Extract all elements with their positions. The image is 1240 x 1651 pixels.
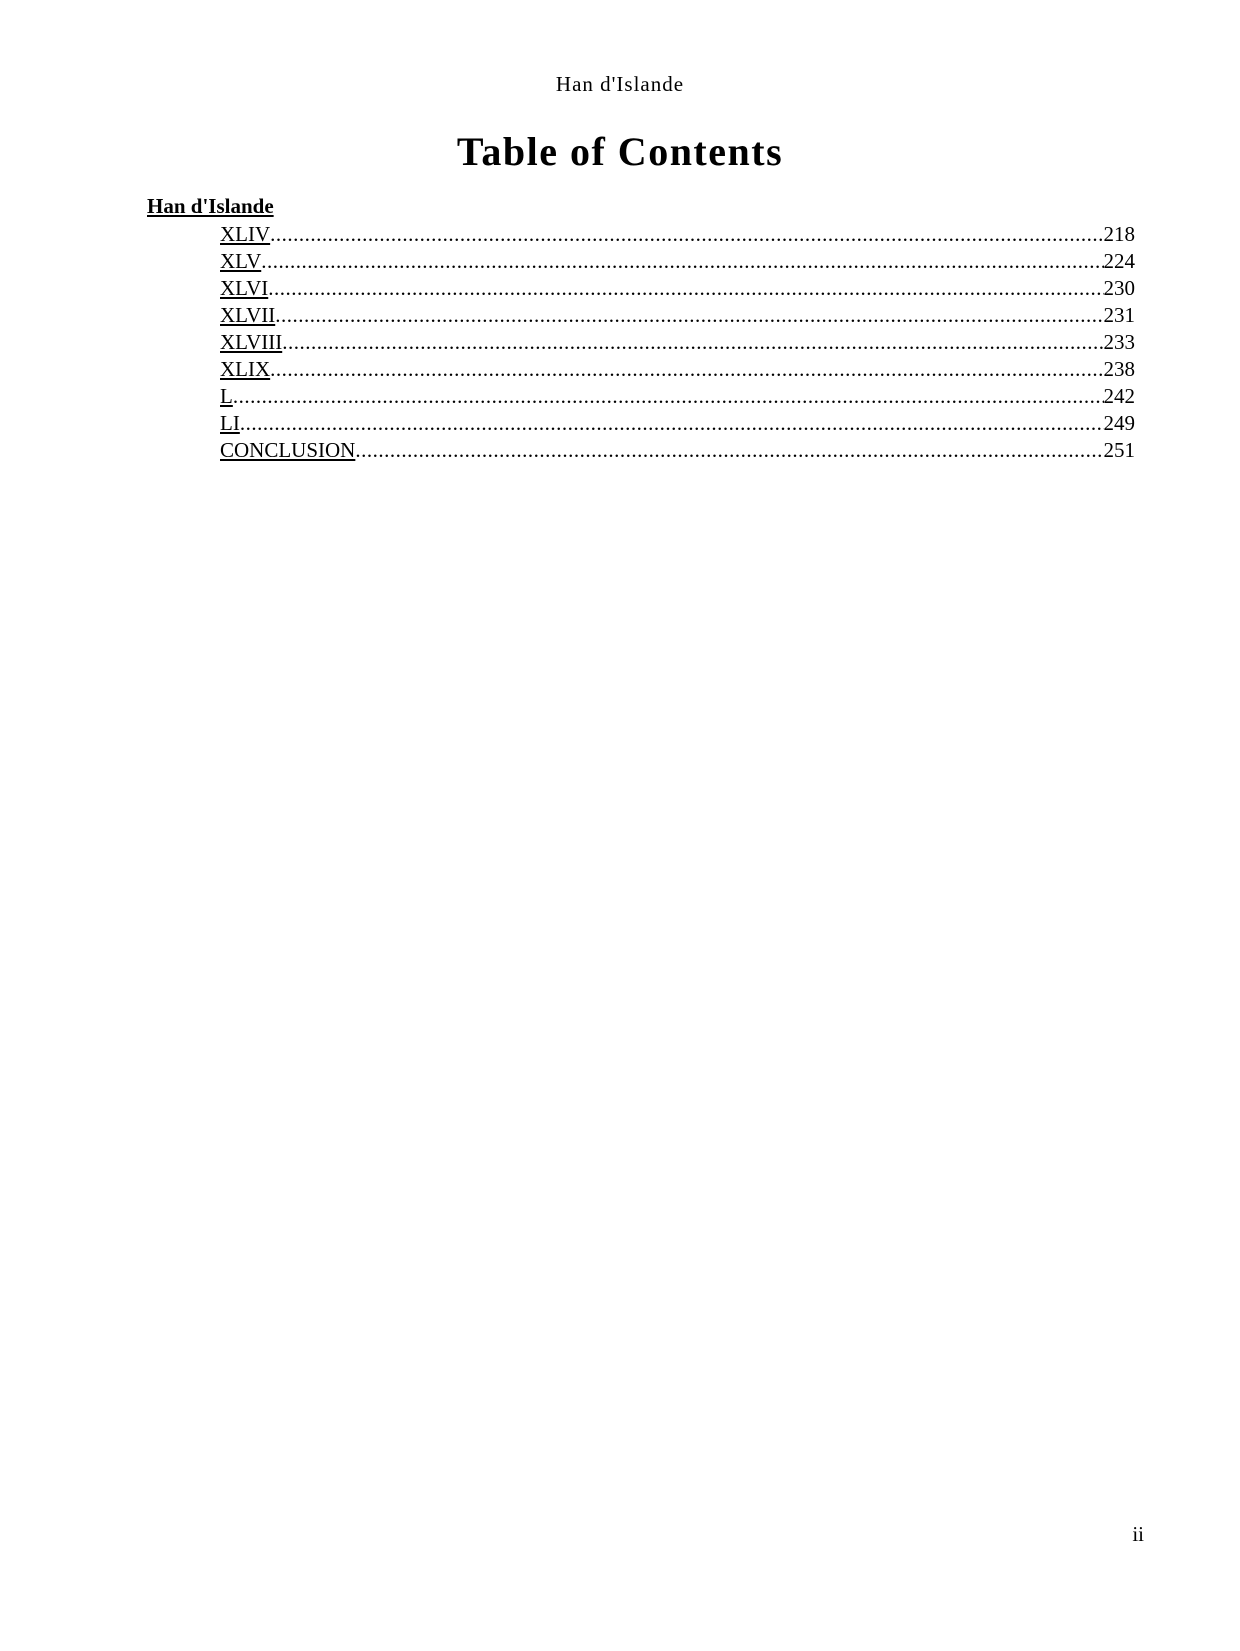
toc-page-number: 242 xyxy=(1103,384,1135,408)
toc-page-number: 218 xyxy=(1103,222,1135,246)
toc-entry xyxy=(220,329,1135,356)
toc-list xyxy=(220,221,1135,464)
dot-leader xyxy=(270,221,1103,248)
toc-section-link[interactable]: Han d'Islande xyxy=(147,194,274,218)
toc-entry xyxy=(220,383,1135,410)
toc-page-number: 230 xyxy=(1103,276,1135,300)
dot-leader xyxy=(282,329,1103,356)
toc-page-number: 238 xyxy=(1103,357,1135,381)
toc-entry-link[interactable]: XLV xyxy=(220,249,262,273)
dot-leader xyxy=(261,248,1103,275)
dot-leader xyxy=(355,437,1103,464)
page-number: ii xyxy=(1132,1522,1144,1546)
dot-leader xyxy=(270,356,1103,383)
toc-page-number: 249 xyxy=(1103,411,1135,435)
toc-title: Table of Contents xyxy=(456,129,784,174)
toc-entry xyxy=(220,248,1135,275)
dot-leader xyxy=(268,275,1103,302)
toc-entry-link[interactable]: XLVI xyxy=(220,276,269,300)
toc-entry xyxy=(220,356,1135,383)
toc-entry-link[interactable]: XLVII xyxy=(220,303,276,327)
toc-entry xyxy=(220,302,1135,329)
toc-page-number: 224 xyxy=(1103,249,1135,273)
toc-page-number: 251 xyxy=(1103,438,1135,462)
dot-leader xyxy=(275,302,1103,329)
toc-entry-link[interactable]: XLIV xyxy=(220,222,271,246)
toc-entry-link[interactable]: XLVIII xyxy=(220,330,283,354)
toc-entry xyxy=(220,275,1135,302)
toc-entry-link[interactable]: CONCLUSION xyxy=(220,438,356,462)
dot-leader xyxy=(233,383,1104,410)
running-header: Han d'Islande xyxy=(555,72,685,96)
toc-entry-link[interactable]: LI xyxy=(220,411,240,435)
toc-entry xyxy=(220,410,1135,437)
toc-page-number: 233 xyxy=(1103,330,1135,354)
dot-leader xyxy=(240,410,1104,437)
toc-entry xyxy=(220,221,1135,248)
toc-entry-link[interactable]: XLIX xyxy=(220,357,271,381)
toc-entry xyxy=(220,437,1135,464)
toc-entry-link[interactable]: L xyxy=(220,384,233,408)
toc-page-number: 231 xyxy=(1103,303,1135,327)
